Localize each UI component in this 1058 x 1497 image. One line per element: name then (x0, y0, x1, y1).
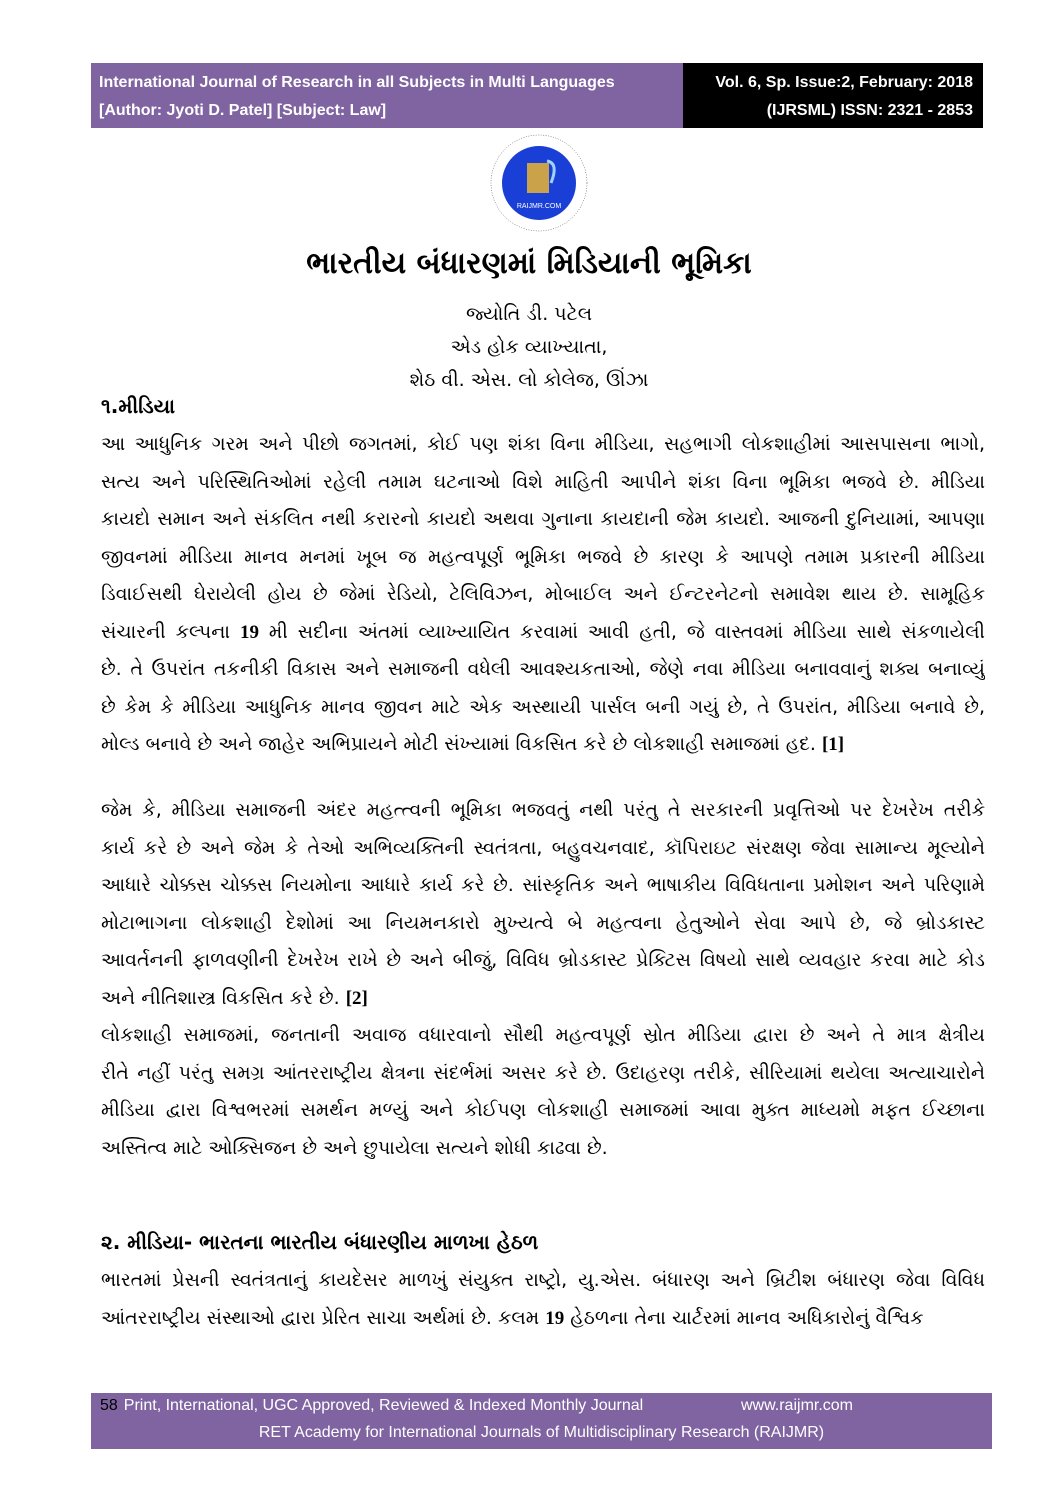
text-line (101, 830, 985, 868)
text-segment: આધારે ચોક્કસ ચોક્કસ નિયમોના આધારે કાર્ય કરે છે. સાંસ્કૃતિક અને ભાષાકીય વિવિધતાના પ્રમોશન અને પરિણામે (101, 874, 985, 896)
text-line (101, 1300, 985, 1338)
author-affiliation: શેઠ વી. એસ. લો કોલેજ, ઊંઝા (409, 369, 649, 391)
text-line (101, 1017, 985, 1055)
text-segment: અને નીતિશાસ્ત્ર વિકસિત કરે છે. (101, 986, 346, 1009)
text-segment: સંચારની કલ્પના (101, 620, 240, 643)
journal-logo (489, 133, 589, 233)
paragraph (101, 792, 985, 1017)
journal-name: International Journal of Research in all Subjects in Multi Languages (99, 74, 615, 91)
text-line (101, 689, 985, 727)
bold-text: [2] (345, 987, 368, 1009)
paragraph (101, 426, 985, 764)
author-name: જ્યોતિ ડી. પટેલ (465, 303, 593, 325)
text-segment: છે. તે ઉપરાંત તકનીકી વિકાસ અને સમાજની વધેલી આવશ્યકતાઓ, જેણે નવા મીડિયા બનાવવાનું શક્ય બનાવ્યું (101, 658, 985, 680)
bold-text: [1] (821, 734, 845, 755)
text-line (101, 501, 985, 539)
text-line (101, 464, 985, 502)
text-segment: આ આધુનિક ગરમ અને પીછો જગતમાં, કોઈ પણ શંકા વિના મીડિયા, સહભાગી લોકશાહીમાં આસપાસના ભાગો, (101, 433, 985, 455)
text-line (101, 792, 985, 830)
text-segment: રીતે નહીં પરંતુ સમગ્ર આંતરરાષ્ટ્રીય ક્ષેત્રના સંદર્ભમાં અસર કરે છે. ઉદાહરણ તરીકે, સીરિયામાં થયેલા અત્યાચારોને (101, 1061, 985, 1084)
section-heading-1: ૧.મીડિયા (101, 394, 176, 418)
author-role: એડ હોક વ્યાખ્યાતા, (450, 336, 608, 358)
text-segment: લોકશાહી સમાજમાં, જનતાની અવાજ વધારવાનો સૌથી મહત્વપૂર્ણ સ્રોત મીડિયા દ્વારા છે અને તે માત્ર ક્ષેત્રીય (101, 1024, 985, 1046)
text-segment: હેઠળના તેના ચાર્ટરમાં માનવ અધિકારોનું વૈશ્વિક (564, 1306, 924, 1329)
text-line (101, 576, 985, 614)
text-segment: છે કેમ કે મીડિયા આધુનિક માનવ જીવન માટે એક અસ્થાયી પાર્સલ બની ગયું છે, તે ઉપરાંત, મીડિયા બનાવે છે, (101, 695, 985, 718)
text-segment: જીવનમાં મીડિયા માનવ મનમાં ખૂબ જ મહત્વપૂર્ણ ભૂમિકા ભજવે છે કારણ કે આપણે તમામ પ્રકારની મીડિયા (101, 545, 985, 568)
section-heading-2: ૨. મીડિયા- ભારતના ભારતીય બંધારણીય માળખા હેઠળ (101, 1230, 539, 1254)
text-line (101, 1262, 985, 1300)
text-segment: ડિવાઈસથી ઘેરાયેલી હોય છે જેમાં રેડિયો, ટેલિવિઝન, મોબાઈલ અને ઈન્ટરનેટનો સમાવેશ થાય છે. સામૂહિક (101, 583, 985, 605)
header-right (683, 63, 983, 128)
bold-text: 19 (239, 621, 259, 643)
page-footer (91, 1393, 992, 1449)
text-line (101, 726, 985, 764)
text-segment: મોલ્ડ બનાવે છે અને જાહેર અભિપ્રાયને મોટી સંખ્યામાં વિકસિત કરે છે લોકશાહી સમાજમાં હદ. (101, 733, 822, 755)
footer-publisher: RET Academy for International Journals of Multidisciplinary Research (RAIJMR) (258, 1424, 825, 1441)
text-segment: મોટાભાગના લોકશાહી દેશોમાં આ નિયમનકારો મુખ્યત્વે બે મહત્વના હેતુઓને સેવા આપે છે, જે બ્રોડકાસ્ટ (101, 911, 985, 934)
text-line (101, 942, 985, 980)
footer-url[interactable]: www.raijmr.com (741, 1397, 854, 1414)
text-line (101, 867, 985, 905)
text-line (101, 426, 985, 464)
text-segment: મી સદીના અંતમાં વ્યાખ્યાયિત કરવામાં આવી હતી, જે વાસ્તવમાં મીડિયા સાથે સંકળાયેલી (258, 620, 985, 643)
footer-journal-type: Print, International, UGC Approved, Reviewed & Indexed Monthly Journal (123, 1397, 644, 1414)
text-segment: સત્ય અને પરિસ્થિતિઓમાં રહેલી તમામ ઘટનાઓ વિશે માહિતી આપીને શંકા વિના ભૂમિકા ભજવે છે. મીડિયા (101, 470, 985, 493)
logo-text: RAIJMR.COM (516, 203, 562, 210)
text-segment: અસ્તિત્વ માટે ઓક્સિજન છે અને છુપાયેલા સત્યને શોધી કાઢવા છે. (101, 1136, 608, 1159)
text-line (101, 1092, 985, 1130)
article-title: ભારતીય બંધારણમાં મિડિયાની ભૂમિકા (306, 246, 752, 281)
paragraph (101, 1017, 985, 1167)
text-line (101, 1130, 985, 1168)
text-line (101, 905, 985, 943)
text-segment: ભારતમાં પ્રેસની સ્વતંત્રતાનું કાયદેસર માળખું સંયુક્ત રાષ્ટ્રો, યુ.એસ. બંધારણ અને બ્રિટીશ બંધારણ જેવા વિવિધ (101, 1269, 985, 1291)
bold-text: 19 (545, 1307, 565, 1329)
issn-info: (IJRSML) ISSN: 2321 - 2853 (766, 102, 973, 119)
text-segment: આંતરરાષ્ટ્રીય સંસ્થાઓ દ્વારા પ્રેરિત સાચા અર્થમાં છે. કલમ (101, 1306, 546, 1329)
paragraph (101, 1262, 985, 1337)
text-line (101, 614, 985, 652)
author-block (0, 298, 1058, 397)
text-line (101, 651, 985, 689)
text-segment: જેમ કે, મીડિયા સમાજની અંદર મહત્ત્વની ભૂમિકા ભજવતું નથી પરંતુ તે સરકારની પ્રવૃત્તિઓ પર દેખરેખ તરીકે (101, 799, 985, 821)
text-segment: કાર્ય કરે છે અને જેમ કે તેઓ અભિવ્યક્તિની સ્વતંત્રતા, બહુવચનવાદ, કૉપિરાઇટ સંરક્ષણ જેવા સામાન્ય મૂલ્યોને (101, 836, 985, 859)
journal-header (91, 63, 983, 128)
volume-info: Vol. 6, Sp. Issue:2, February: 2018 (715, 74, 973, 91)
page-number: 58 (100, 1397, 118, 1414)
text-segment: આવર્તનની ફાળવણીની દેખરેખ રાખે છે અને બીજું, વિવિધ બ્રોડકાસ્ટ પ્રેક્ટિસ વિષયો સાથે વ્યવહાર કરવા માટે કોડ (101, 949, 985, 971)
text-line (101, 539, 985, 577)
header-left (91, 63, 683, 128)
text-line (101, 980, 985, 1018)
text-segment: મીડિયા દ્વારા વિશ્વભરમાં સમર્થન મળ્યું અને કોઈપણ લોકશાહી સમાજમાં આવા મુક્ત માધ્યમો મફત ઈચ્છાના (101, 1099, 985, 1121)
author-subject: [Author: Jyoti D. Patel] [Subject: Law] (99, 102, 387, 119)
text-segment: કાયદો સમાન અને સંકલિત નથી કરારનો કાયદો અથવા ગુનાના કાયદાની જેમ કાયદો. આજની દુનિયામાં, આપણા (101, 508, 985, 530)
text-line (101, 1055, 985, 1093)
